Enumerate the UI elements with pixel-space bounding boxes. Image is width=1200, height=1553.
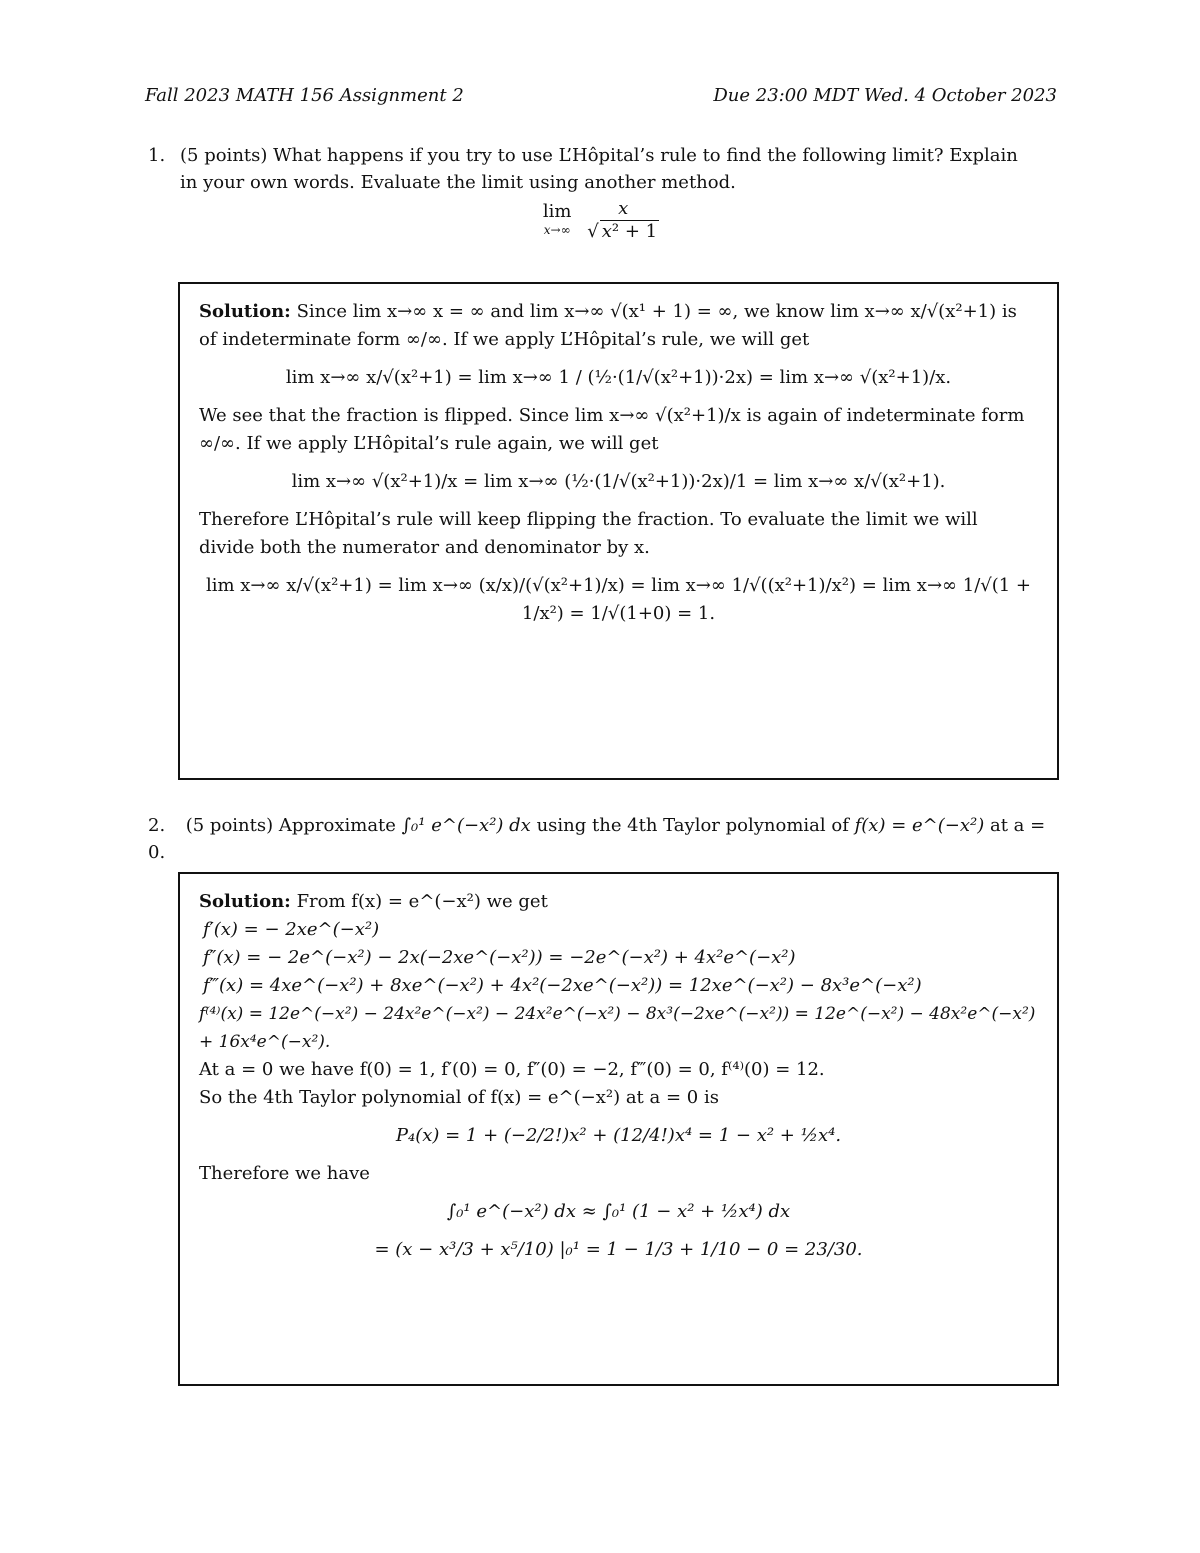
- solution-2-derivative-1: f′(x) = − 2xe^(−x²): [203, 919, 380, 940]
- problem-2-integral: ∫₀¹ e^(−x²) dx: [401, 815, 531, 836]
- solution-2-derivative-3: f‴(x) = 4xe^(−x²) + 8xe^(−x²) + 4x²(−2xe^(−x²)) = 12xe^(−x²) − 8x³e^(−x²): [203, 975, 922, 996]
- solution-1-text-1: Since lim x→∞ x = ∞ and lim x→∞ √(x¹ + 1) = ∞, we know lim x→∞ x/√(x²+1) is of indeterminate form ∞/∞. If we apply L’Hôpital’s rule, we will get: [199, 301, 1017, 350]
- problem-2-text-a: (5 points) Approximate: [185, 815, 396, 836]
- solution-2-intro-line: [199, 888, 1038, 916]
- solution-1-paragraph-3: Therefore L’Hôpital’s rule will keep flipping the fraction. To evaluate the limit we will divide both the numerator and denominator by x.: [199, 509, 978, 558]
- solution-1-equation-1: lim x→∞ x/√(x²+1) = lim x→∞ 1 / (½·(1/√(x²+1))·2x) = lim x→∞ √(x²+1)/x.: [285, 367, 952, 388]
- solution-2-therefore: Therefore we have: [199, 1163, 370, 1184]
- problem-2-function: f(x) = e^(−x²): [854, 815, 985, 836]
- solution-1-equation-2: lim x→∞ √(x²+1)/x = lim x→∞ (½·(1/√(x²+1))·2x)/1 = lim x→∞ x/√(x²+1).: [291, 471, 946, 492]
- solution-1-paragraph-1: [199, 298, 1038, 354]
- solution-1-paragraph-2: We see that the fraction is flipped. Since lim x→∞ √(x²+1)/x is again of indeterminate form ∞/∞. If we apply L’Hôpital’s rule again, we will get: [199, 405, 1025, 454]
- problem-1-formula: lim x→∞ $\frac{x}{\text{√ x² + 1}}$: [542, 198, 658, 242]
- problem-1-text-line2: in your own words. Evaluate the limit using another method.: [180, 172, 736, 193]
- page-header: [145, 85, 1057, 106]
- header-due-date: Due 23:00 MDT Wed. 4 October 2023: [713, 85, 1057, 106]
- problem-1-text-line1: (5 points) What happens if you try to use L’Hôpital’s rule to find the following limit? Explain: [180, 145, 1018, 166]
- problem-1-number: 1.: [148, 145, 166, 166]
- solution-1-box: [178, 282, 1059, 780]
- solution-2-values: At a = 0 we have f(0) = 1, f′(0) = 0, f″(0) = −2, f‴(0) = 0, f⁽⁴⁾(0) = 12.: [199, 1059, 825, 1080]
- header-course: Fall 2023 MATH 156 Assignment 2: [145, 85, 464, 106]
- problem-2: [148, 812, 1058, 866]
- solution-2-integral-1: ∫₀¹ e^(−x²) dx ≈ ∫₀¹ (1 − x² + ½x⁴) dx: [446, 1201, 791, 1222]
- solution-2-integral-2: = (x − x³/3 + x⁵/10) |₀¹ = 1 − 1/3 + 1/10 − 0 = 23/30.: [374, 1239, 863, 1260]
- solution-2-taylor-intro: So the 4th Taylor polynomial of f(x) = e^(−x²) at a = 0 is: [199, 1087, 719, 1108]
- solution-2-derivative-2: f″(x) = − 2e^(−x²) − 2x(−2xe^(−x²)) = −2e^(−x²) + 4x²e^(−x²): [203, 947, 796, 968]
- solution-2-label: Solution:: [199, 891, 291, 912]
- problem-1: [148, 142, 1058, 245]
- problem-2-text-b: using the 4th Taylor polynomial of: [536, 815, 849, 836]
- solution-2-box: [178, 872, 1059, 1386]
- problem-2-text-c: at a = 0.: [148, 815, 1046, 863]
- solution-2-derivative-4: f⁽⁴⁾(x) = 12e^(−x²) − 24x²e^(−x²) − 24x²e^(−x²) − 8x³(−2xe^(−x²)) = 12e^(−x²) − 48x²e^(−x²) + 16x⁴e^(−x²).: [199, 1004, 1036, 1052]
- solution-1-equation-3: lim x→∞ x/√(x²+1) = lim x→∞ (x/x)/(√(x²+1)/x) = lim x→∞ 1/√((x²+1)/x²) = lim x→∞ 1/√(1 + 1/x²) = 1/√(1+0) = 1.: [205, 575, 1032, 624]
- solution-1-label: Solution:: [199, 301, 291, 322]
- solution-2-taylor-polynomial: P₄(x) = 1 + (−2/2!)x² + (12/4!)x⁴ = 1 − x² + ½x⁴.: [395, 1125, 842, 1146]
- solution-2-intro: From f(x) = e^(−x²) we get: [296, 891, 548, 912]
- problem-2-number: 2.: [148, 815, 166, 836]
